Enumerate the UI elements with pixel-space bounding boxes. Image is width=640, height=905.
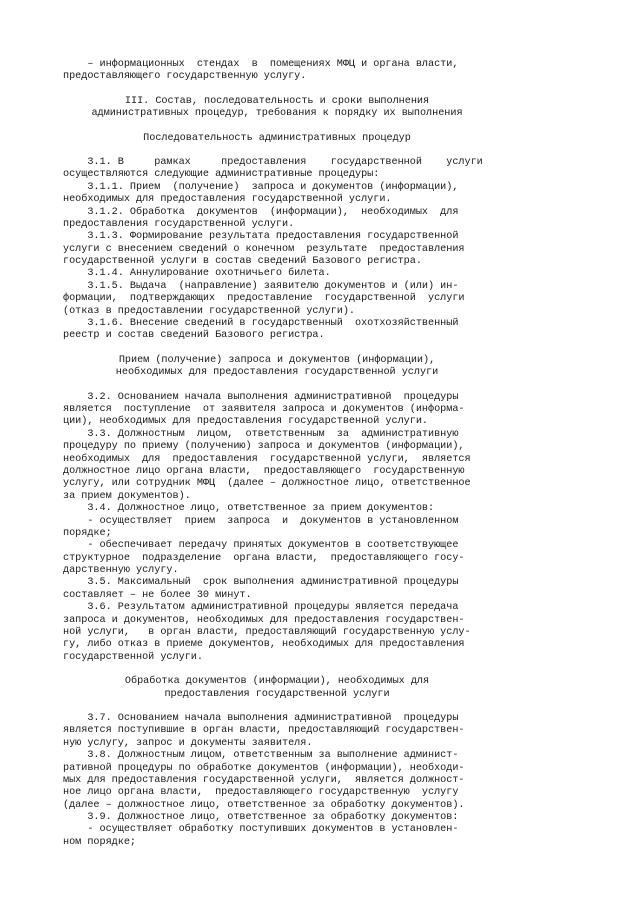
text-line: формации, подтверждающих предоставление государственной услуги	[63, 293, 465, 305]
text-block-4	[63, 713, 491, 849]
section-heading	[63, 133, 491, 145]
heading-line: предоставления государственной услуги	[164, 688, 390, 700]
text-line: мых для предоставления государственной услуги, является должност-	[63, 774, 465, 786]
heading-line: административных процедур, требования к порядку их выполнения	[91, 108, 463, 120]
text-line: 3.9. Должностное лицо, ответственное за обработку документов:	[63, 812, 459, 824]
heading-line: Прием (получение) запроса и документов (информации),	[118, 354, 436, 366]
text-line: процедуру по приему (получению) запроса и документов (информации),	[63, 441, 465, 453]
section-heading	[63, 96, 491, 121]
text-line: 3.6. Результатом административной процедуры является передача	[63, 602, 459, 614]
text-line: должностное лицо органа власти, предоставляющего государственную	[63, 465, 465, 477]
text-line: - обеспечивает передачу принятых документов в соответствующее	[63, 540, 459, 552]
paragraph-gap	[63, 343, 491, 355]
text-line: является поступившие в орган власти, предоставляющий государствен-	[63, 725, 465, 737]
text-line: 3.1.1. Прием (получение) запроса и документов (информации),	[63, 181, 459, 193]
text-line: государственной услуги в состав сведений Базового регистра.	[63, 256, 422, 268]
document-body	[63, 59, 491, 849]
text-line: (отказ в предоставлении государственной услуги).	[63, 305, 356, 317]
text-line: предоставляющего государственную услугу.	[63, 71, 307, 83]
text-line: 3.1.6. Внесение сведений в государственный охотхозяйственный	[63, 318, 459, 330]
text-line: составляет – не более 30 минут.	[63, 589, 252, 601]
text-line: осуществляются следующие административные процедуры:	[63, 169, 380, 181]
heading-line: III. Состав, последовательность и сроки выполнения	[124, 95, 430, 107]
text-line: является поступление от заявителя запроса и документов (информа-	[63, 403, 465, 415]
text-line: 3.4. Должностное лицо, ответственное за прием документов:	[63, 503, 435, 515]
text-line: ную услугу, запрос и документы заявителя.	[63, 737, 313, 749]
text-line: необходимых для предоставления государственной услуги, является	[63, 453, 471, 465]
paragraph-gap	[63, 84, 491, 96]
text-block-1	[63, 59, 491, 84]
text-block-3	[63, 392, 491, 665]
section-heading	[63, 676, 491, 701]
text-line: 3.1.3. Формирование результата предоставления государственной	[63, 231, 459, 243]
heading-line: необходимых для предоставления государственной услуги	[115, 367, 439, 379]
text-line: необходимых для предоставления государственной услуги.	[63, 194, 392, 206]
text-line: (далее – должностное лицо, ответственное за обработку документов).	[63, 799, 465, 811]
paragraph-gap	[63, 121, 491, 133]
paragraph-gap	[63, 145, 491, 157]
text-line: ное лицо органа власти, предоставляющего государственную услугу	[63, 787, 459, 799]
text-line: реестр и состав сведений Базового регистра.	[63, 330, 325, 342]
text-line: запроса и документов, необходимых для предоставления государствен-	[63, 614, 465, 626]
text-line: ной услуги, в орган власти, предоставляющий государственную услу-	[63, 627, 471, 639]
text-line: 3.1.5. Выдача (направление) заявителю документов и (или) ин-	[63, 280, 459, 292]
text-line: услуги с внесением сведений о конечном результате предоставления	[63, 243, 465, 255]
paragraph-gap	[63, 701, 491, 713]
text-line: 3.2. Основанием начала выполнения административной процедуры	[63, 391, 459, 403]
text-line: 3.7. Основанием начала выполнения административной процедуры	[63, 712, 459, 724]
text-line: – информационных стендах в помещениях МФЦ и органа власти,	[63, 59, 459, 70]
text-line: - осуществляет прием запроса и документов в установленном	[63, 515, 459, 527]
text-line: ции), необходимых для предоставления государственной услуги.	[63, 416, 429, 428]
text-line: ративной процедуры по обработке документов (информации), необходи-	[63, 762, 465, 774]
text-line: услугу, или сотрудник МФЦ (далее – должностное лицо, ответственное	[63, 478, 471, 490]
text-line: 3.1.2. Обработка документов (информации), необходимых для	[63, 206, 459, 218]
text-line: за прием документов).	[63, 490, 191, 502]
paragraph-gap	[63, 380, 491, 392]
heading-line: Обработка документов (информации), необходимых для	[124, 676, 430, 688]
text-line: 3.1. В рамках предоставления государственной услуги	[63, 156, 483, 168]
text-line: государственной услуги.	[63, 651, 203, 663]
text-line: 3.8. Должностным лицом, ответственным за выполнение админист-	[63, 750, 459, 762]
text-line: 3.5. Максимальный срок выполнения административной процедуры	[63, 577, 459, 589]
paragraph-gap	[63, 664, 491, 676]
text-line: гу, либо отказ в приеме документов, необходимых для предоставления	[63, 639, 465, 651]
text-line: дарственную услугу.	[63, 565, 179, 577]
text-line: структурное подразделение органа власти, предоставляющего госу-	[63, 552, 465, 564]
text-line: ном порядке;	[63, 836, 137, 848]
text-block-2	[63, 157, 491, 343]
text-line: порядке;	[63, 527, 112, 539]
text-line: предоставления государственной услуги.	[63, 218, 295, 230]
text-line: - осуществляет обработку поступивших документов в установлен-	[63, 824, 459, 836]
text-line: 3.1.4. Аннулирование охотничьего билета.	[63, 268, 331, 280]
section-heading	[63, 355, 491, 380]
text-line: 3.3. Должностным лицом, ответственным за административную	[63, 428, 459, 440]
heading-line: Последовательность административных процедур	[143, 132, 411, 144]
